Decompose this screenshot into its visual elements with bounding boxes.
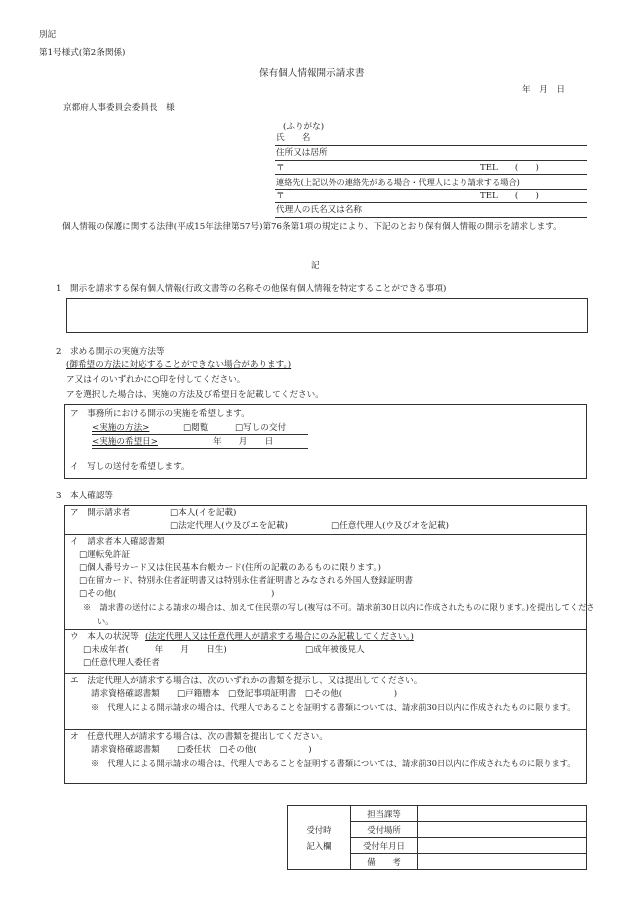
receipt-row-value[interactable]	[418, 838, 587, 854]
residence-card-checkbox[interactable]: □在留カード、特別永住者証明書又は特別永住者証明書とみなされる外国人登録証明書	[79, 576, 413, 586]
option-b-label[interactable]: イ 写しの送付を希望します。	[70, 462, 190, 472]
contact-label: 連絡先(上記以外の連絡先がある場合・代理人により請求する場合)	[276, 177, 520, 187]
voluntary-agent-note: ※ 代理人による開示請求の場合は、代理人であることを証明する書類については、請求前30日以内に作成されたものに限ります。	[91, 758, 576, 768]
receipt-row-value[interactable]	[418, 822, 587, 838]
section1-heading: 1 開示を請求する保有個人情報(行政文書等の名称その他保有個人情報を特定することができる事項)	[56, 284, 447, 294]
section2-line1: ア又はイのいずれかに○印を付してください。	[66, 375, 246, 385]
address-label: 住所又は居所	[276, 148, 328, 158]
section2-note: (御希望の方法に対応することができない場合があります。)	[66, 360, 292, 370]
desired-date-label: <実施の希望日>	[92, 437, 158, 447]
legal-agent-checkbox[interactable]: □法定代理人(ウ及びエを記載)	[170, 521, 288, 531]
option-a-label[interactable]: ア 事務所における開示の実施を希望します。	[70, 409, 250, 419]
receipt-row-label: 受付年月日	[351, 838, 418, 854]
form-title: 保有個人情報開示請求書	[259, 68, 365, 79]
receipt-row-label: 受付場所	[351, 822, 418, 838]
method-label: <実施の方法>	[92, 423, 150, 433]
status-note: (法定代理人又は任意代理人が請求する場合にのみ記載してください。)	[145, 632, 414, 642]
status-label: ウ 本人の状況等	[70, 632, 139, 642]
tel-line[interactable]	[275, 174, 587, 175]
date-underline	[92, 448, 308, 449]
name-line[interactable]	[275, 145, 587, 146]
receipt-row-label: 備 考	[351, 854, 418, 870]
copy-checkbox[interactable]: □写しの交付	[235, 423, 287, 433]
desired-date-field[interactable]: 年 月 日	[213, 437, 274, 447]
minor-checkbox[interactable]: □未成年者( 年 月 日生)	[83, 645, 227, 655]
name-label: 氏 名	[276, 133, 311, 143]
contact-line[interactable]	[275, 189, 587, 190]
section2-heading: 2 求める開示の実施方法等	[56, 347, 165, 357]
requester-label: ア 開示請求者	[70, 508, 131, 518]
receipt-row-value[interactable]	[418, 854, 587, 870]
form-number: 第1号様式(第2条関係)	[39, 48, 126, 58]
principal-checkbox[interactable]: □任意代理人委任者	[83, 658, 160, 668]
receipt-table	[287, 805, 587, 870]
receipt-side-label-1: 受付時	[306, 824, 332, 835]
receipt-side-label-2: 記入欄	[306, 840, 332, 851]
mynumber-checkbox[interactable]: □個人番号カード又は住民基本台帳カード(住所の記載のあるものに限ります。)	[79, 563, 382, 573]
section2-line2: アを選択した場合は、実施の方法及び希望日を記載してください。	[66, 390, 324, 400]
agent-line[interactable]	[275, 217, 587, 218]
divider	[64, 673, 587, 674]
legal-agent-docs-label: エ 法定代理人が請求する場合は、次のいずれかの書類を提示し、又は提出してください。	[70, 676, 423, 686]
section3-heading: 3 本人確認等	[56, 491, 114, 501]
postal-mark: 〒	[276, 163, 285, 173]
id-docs-note: ※ 請求書の送付による請求の場合は、加えて住民票の写し(複写は不可。請求前30日以内に作成されたものに限ります。)を提出してください。	[83, 602, 595, 626]
divider	[64, 534, 587, 535]
receipt-side-label	[288, 806, 351, 870]
intro-paragraph: 個人情報の保護に関する法律(平成15年法律第57号)第76条第1項の規定により、下記のとおり保有個人情報の開示を請求します。	[62, 222, 562, 232]
adult-ward-checkbox[interactable]: □成年被後見人	[305, 645, 365, 655]
license-checkbox[interactable]: □運転免許証	[79, 550, 131, 560]
legal-agent-docs-options[interactable]: 請求資格確認書類 □戸籍謄本 □登記事項証明書 □その他( )	[91, 689, 398, 699]
legal-agent-note: ※ 代理人による開示請求の場合は、代理人であることを証明する書類については、請求前30日以内に作成されたものに限ります。	[91, 702, 576, 712]
appendix-label: 別記	[39, 30, 57, 40]
agent-label: 代理人の氏名又は名称	[276, 205, 362, 215]
receipt-row-value[interactable]	[418, 806, 587, 822]
other-id-checkbox[interactable]: □その他( )	[79, 589, 275, 599]
addressee: 京都府人事委員会委員長 様	[63, 103, 175, 113]
method-underline	[92, 434, 308, 435]
divider	[64, 729, 587, 730]
voluntary-agent-docs-label: オ 任意代理人が請求する場合は、次の書類を提出してください。	[70, 732, 328, 742]
address-line[interactable]	[275, 160, 587, 161]
ki-label: 記	[311, 261, 320, 271]
furigana-label: (ふりがな)	[283, 122, 325, 132]
tel-field: TEL ( )	[480, 163, 539, 173]
divider	[64, 629, 587, 630]
postal-mark-2: 〒	[276, 191, 285, 201]
tel-line-2[interactable]	[275, 202, 587, 203]
tel-field-2: TEL ( )	[480, 191, 539, 201]
receipt-row-label: 担当課等	[351, 806, 418, 822]
date-field: 年 月 日	[522, 85, 565, 95]
id-docs-label: イ 請求者本人確認書類	[70, 537, 165, 547]
self-checkbox[interactable]: □本人(イを記載)	[170, 508, 237, 518]
voluntary-agent-checkbox[interactable]: □任意代理人(ウ及びオを記載)	[331, 521, 449, 531]
voluntary-agent-docs-options[interactable]: 請求資格確認書類 □委任状 □その他( )	[91, 745, 312, 755]
view-checkbox[interactable]: □閲覧	[183, 423, 209, 433]
section1-input-box[interactable]	[66, 298, 588, 333]
